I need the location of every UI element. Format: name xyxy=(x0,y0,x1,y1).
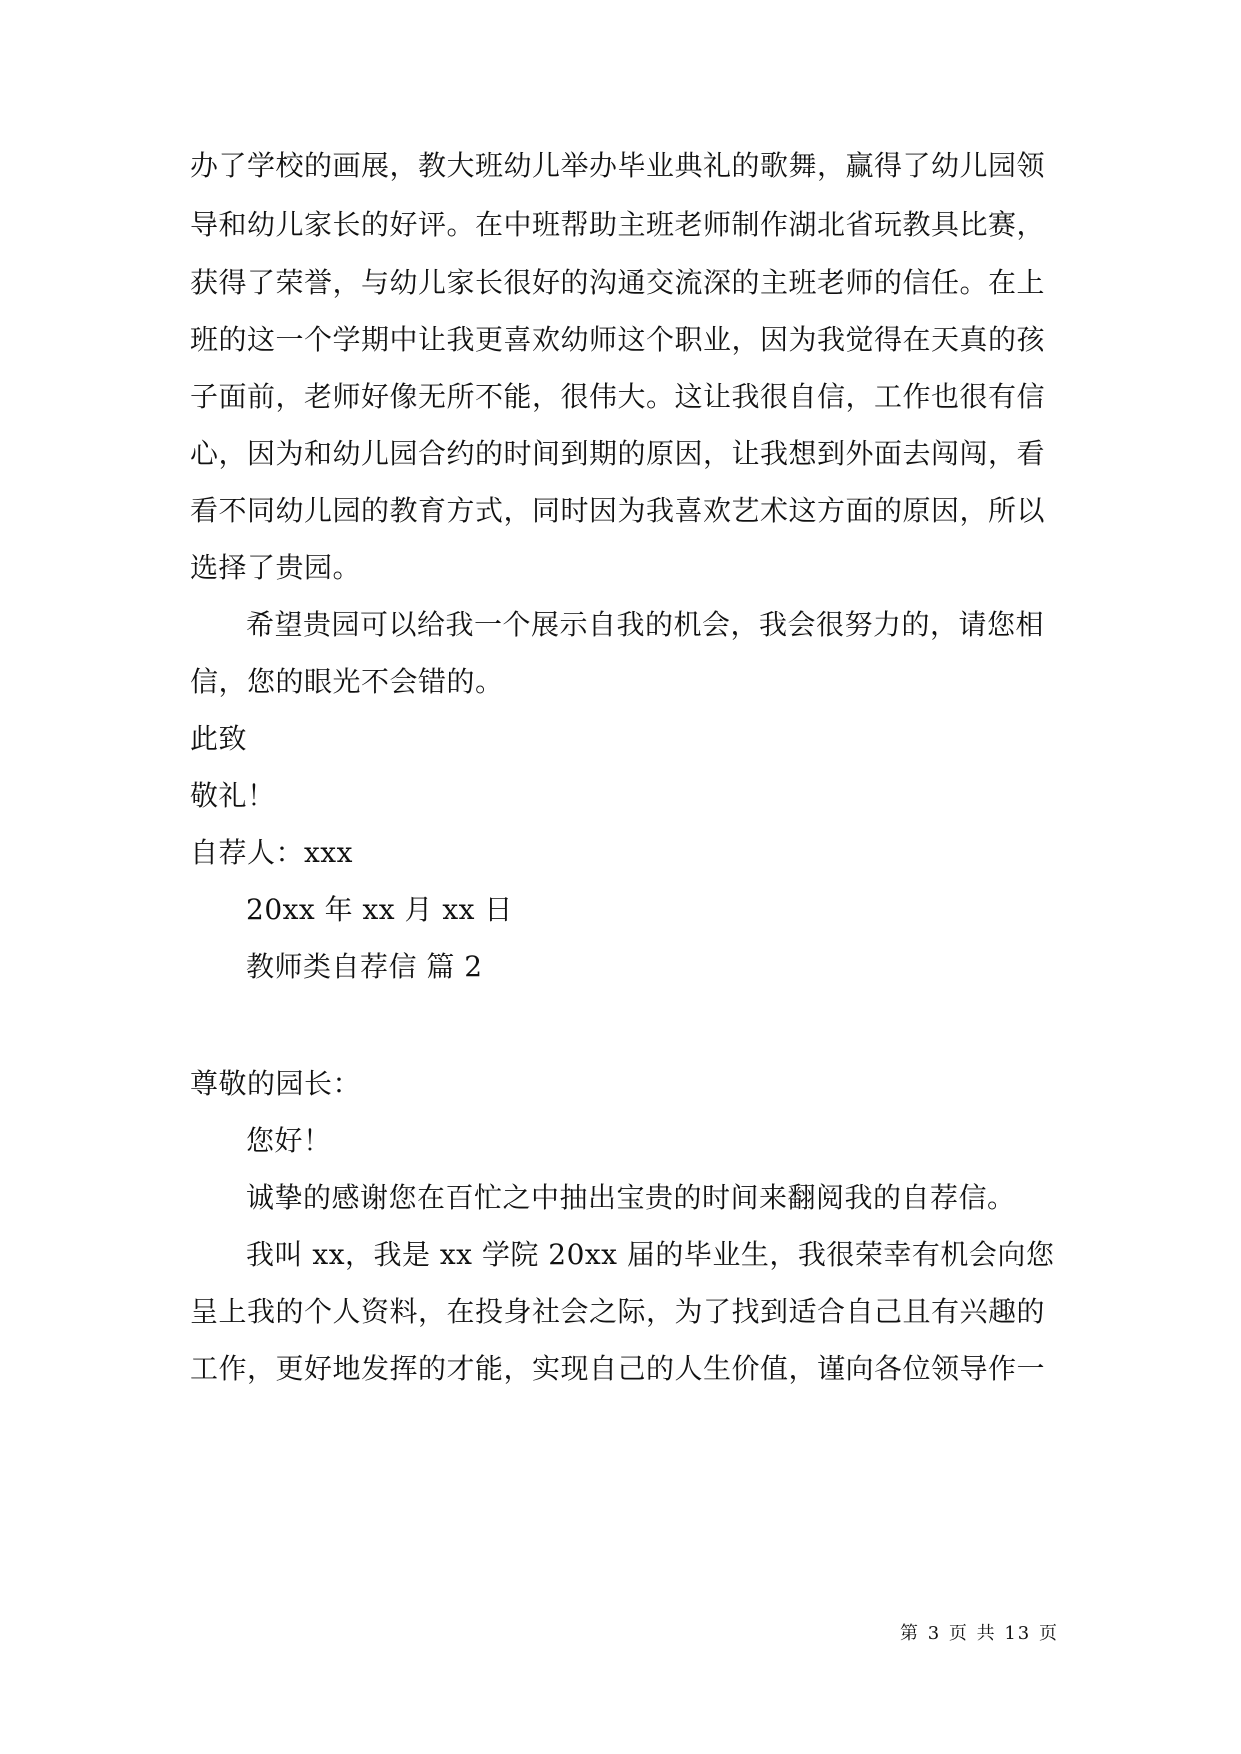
body-line: 我叫 xx，我是 xx 学院 20xx 届的毕业生，我很荣幸有机会向您 xyxy=(246,1238,1055,1271)
body-line: 办了学校的画展，教大班幼儿举办毕业典礼的歌舞，赢得了幼儿园领 xyxy=(190,149,1046,182)
section-heading: 教师类自荐信 篇 2 xyxy=(246,950,483,983)
body-line: 班的这一个学期中让我更喜欢幼师这个职业，因为我觉得在天真的孩 xyxy=(190,323,1046,356)
body-line: 呈上我的个人资料，在投身社会之际，为了找到适合自己且有兴趣的 xyxy=(190,1295,1046,1328)
body-line: 工作，更好地发挥的才能，实现自己的人生价值，谨向各位领导作一 xyxy=(190,1352,1046,1385)
body-line: 信，您的眼光不会错的。 xyxy=(190,665,504,698)
body-line: 获得了荣誉，与幼儿家长很好的沟通交流深的主班老师的信任。在上 xyxy=(190,266,1046,299)
body-line: 看不同幼儿园的教育方式，同时因为我喜欢艺术这方面的原因，所以 xyxy=(190,494,1046,527)
greeting: 您好！ xyxy=(246,1124,332,1157)
body-line: 希望贵园可以给我一个展示自我的机会，我会很努力的，请您相 xyxy=(246,608,1045,641)
body-line: 子面前，老师好像无所不能，很伟大。这让我很自信，工作也很有信 xyxy=(190,380,1046,413)
body-line: 导和幼儿家长的好评。在中班帮助主班老师制作湖北省玩教具比赛， xyxy=(190,208,1046,241)
body-line: 诚挚的感谢您在百忙之中抽出宝贵的时间来翻阅我的自荐信。 xyxy=(246,1181,1016,1214)
date-line: 20xx 年 xx 月 xx 日 xyxy=(246,893,513,926)
closing-salute: 敬礼！ xyxy=(190,779,276,812)
page-number: 第 3 页 共 13 页 xyxy=(900,1623,1059,1644)
signature-line: 自荐人：xxx xyxy=(190,836,353,869)
salutation: 尊敬的园长： xyxy=(190,1067,362,1100)
body-line: 心，因为和幼儿园合约的时间到期的原因，让我想到外面去闯闯，看 xyxy=(190,437,1046,470)
closing-line: 此致 xyxy=(190,722,248,755)
body-line: 选择了贵园。 xyxy=(190,551,362,584)
